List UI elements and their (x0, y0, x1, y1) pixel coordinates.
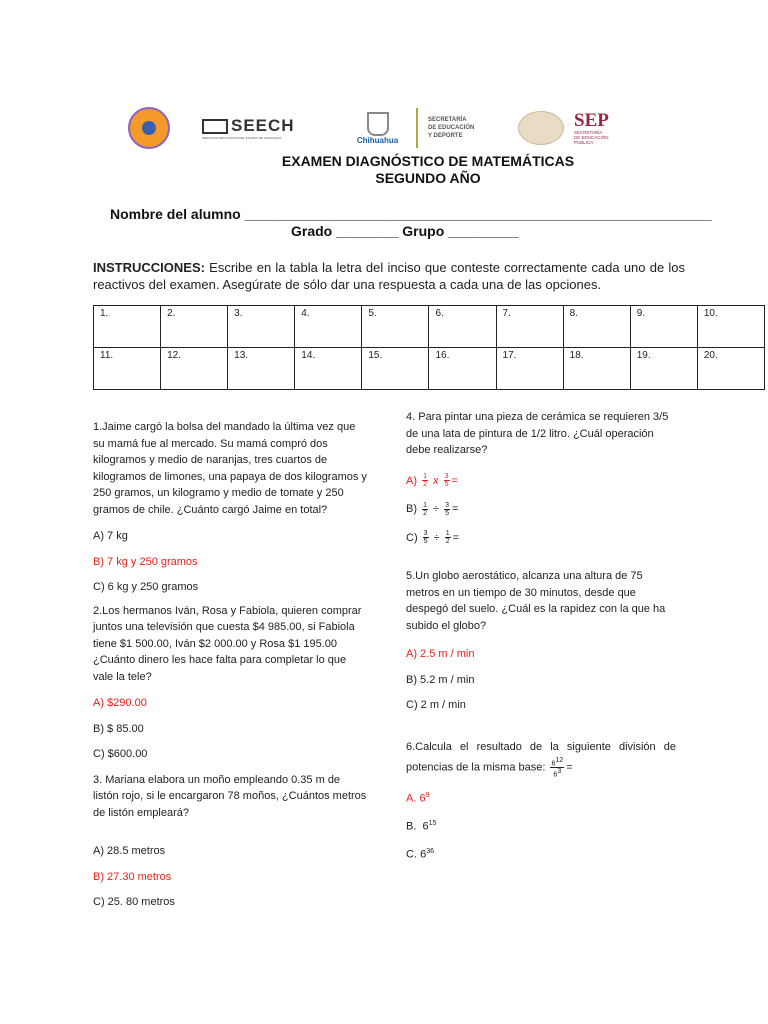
question-4: 4. Para pintar una pieza de cerámica se requieren 3/5 de una lata de pintura de 1/2 litro. ¿Cuál operación debe realizarse? (406, 411, 669, 456)
option-1b: B) 7 kg y 250 gramos (93, 555, 198, 568)
book-icon (202, 119, 228, 134)
question-3: 3. Mariana elabora un moño empleando 0.35 m de listón rojo, si le encargaron 78 moños, ¿Cuántos metros de listón empleará? (93, 773, 367, 819)
shield-icon (367, 112, 389, 136)
answer-cell[interactable]: 9. (630, 306, 697, 348)
option-4a: A) $\frac{1}{2}$ x $\frac{3}{5}$ = (406, 473, 458, 489)
answer-cell[interactable]: 19. (630, 348, 697, 390)
answer-cell[interactable]: 16. (429, 348, 496, 390)
question-6: 6.Calcula el resultado de la siguiente división de potencias de la misma base: $\frac{6^{12}}{6^3}$ = (406, 740, 676, 779)
option-6a: A. $6^9$ (406, 792, 430, 805)
answer-cell[interactable]: 15. (362, 348, 429, 390)
exam-subtitle: SEGUNDO AÑO (375, 170, 481, 186)
student-name-field[interactable]: Nombre del alumno ____________________________________________________________ (110, 206, 712, 222)
option-3a: A) 28.5 metros (93, 845, 166, 857)
option-5a: A) 2.5 m / min (406, 648, 475, 660)
supervision-logo (118, 108, 182, 148)
chihuahua-logo: Chihuahua (350, 108, 405, 148)
answer-cell[interactable]: 20. (697, 348, 764, 390)
instructions: INSTRUCCIONES: Escribe en la tabla la letra del inciso que conteste correctamente cada uno de los reactivos del examen. Asegúrate de sólo dar una respuesta a cada una de las opciones. (93, 260, 685, 292)
option-4c: C) $\frac{3}{5}$ ÷ $\frac{1}{2}$ = (406, 530, 460, 546)
table-row (94, 306, 765, 348)
table-row (94, 348, 765, 390)
answer-cell[interactable]: 2. (161, 306, 228, 348)
seech-logo: SEECH SERVICIOS EDUCATIVOS DEL ESTADO DE CHIHUAHUA (202, 116, 295, 140)
answer-cell[interactable]: 4. (295, 306, 362, 348)
logo-bar (118, 108, 648, 148)
answer-cell[interactable]: 1. (94, 306, 161, 348)
option-6b: B. $6^{15}$ (406, 820, 437, 833)
option-6c: C. $6^{36}$ (406, 848, 434, 862)
answer-cell[interactable]: 8. (563, 306, 630, 348)
option-3b: B) 27.30 metros (93, 870, 172, 883)
national-seal-logo (518, 108, 568, 148)
right-column (406, 409, 676, 873)
answer-cell[interactable]: 14. (295, 348, 362, 390)
option-2b: B) $ 85.00 (93, 722, 144, 735)
option-5c: C) 2 m / min (406, 699, 466, 711)
answer-table (93, 305, 765, 390)
answer-cell[interactable]: 7. (496, 306, 563, 348)
answer-cell[interactable]: 18. (563, 348, 630, 390)
answer-cell[interactable]: 13. (228, 348, 295, 390)
grade-group-field[interactable]: Grado ________ Grupo _________ (291, 223, 519, 239)
left-column (93, 419, 368, 920)
question-5: 5.Un globo aerostático, alcanza una altura de 75 metros en un tiempo de 30 minutos, desde que despegó del suelo. ¿Cuál es la rapidez con la que ha subido el globo? (406, 570, 666, 632)
answer-cell[interactable]: 11. (94, 348, 161, 390)
answer-cell[interactable]: 17. (496, 348, 563, 390)
option-5b: B) 5.2 m / min (406, 673, 475, 686)
secretaria-logo: SECRETARÍA DE EDUCACIÓN Y DEPORTE (416, 108, 518, 148)
exam-title: EXAMEN DIAGNÓSTICO DE MATEMÁTICAS (281, 153, 575, 169)
answer-cell[interactable]: 3. (228, 306, 295, 348)
option-2a: A) $290.00 (93, 697, 147, 709)
option-1c: C) 6 kg y 250 gramos (93, 581, 199, 593)
answer-cell[interactable]: 12. (161, 348, 228, 390)
question-2: 2.Los hermanos Iván, Rosa y Fabiola, quieren comprar juntos una televisión que cuesta $4 985.00, si Fabiola tiene $1 500.00, Iván $2 000.00 y Rosa $1 195.00 ¿Cuánto dinero les hace falta para completar lo que vale la tele? (93, 604, 362, 683)
option-2c: C) $600.00 (93, 748, 148, 760)
answer-cell[interactable]: 10. (697, 306, 764, 348)
answer-cell[interactable]: 5. (362, 306, 429, 348)
answer-cell[interactable]: 6. (429, 306, 496, 348)
option-4b: B) $\frac{1}{2}$ ÷ $\frac{3}{5}$ = (406, 501, 459, 517)
option-1a: A) 7 kg (93, 530, 128, 542)
option-3c: C) 25. 80 metros (93, 896, 175, 908)
sep-logo: SEP SECRETARÍA DE EDUCACIÓN PÚBLICA (574, 109, 609, 145)
question-1: 1.Jaime cargó la bolsa del mandado la última vez que su mamá fue al mercado. Su mamá compró dos kilogramos y medio de naranjas, tres cuartos de kilogramos de limones, una papaya de dos kilogramos y 250 gramos, un kilogramo y medio de tomate y 250 gramos de chile. ¿Cuánto cargó Jaime en total? (93, 421, 367, 516)
